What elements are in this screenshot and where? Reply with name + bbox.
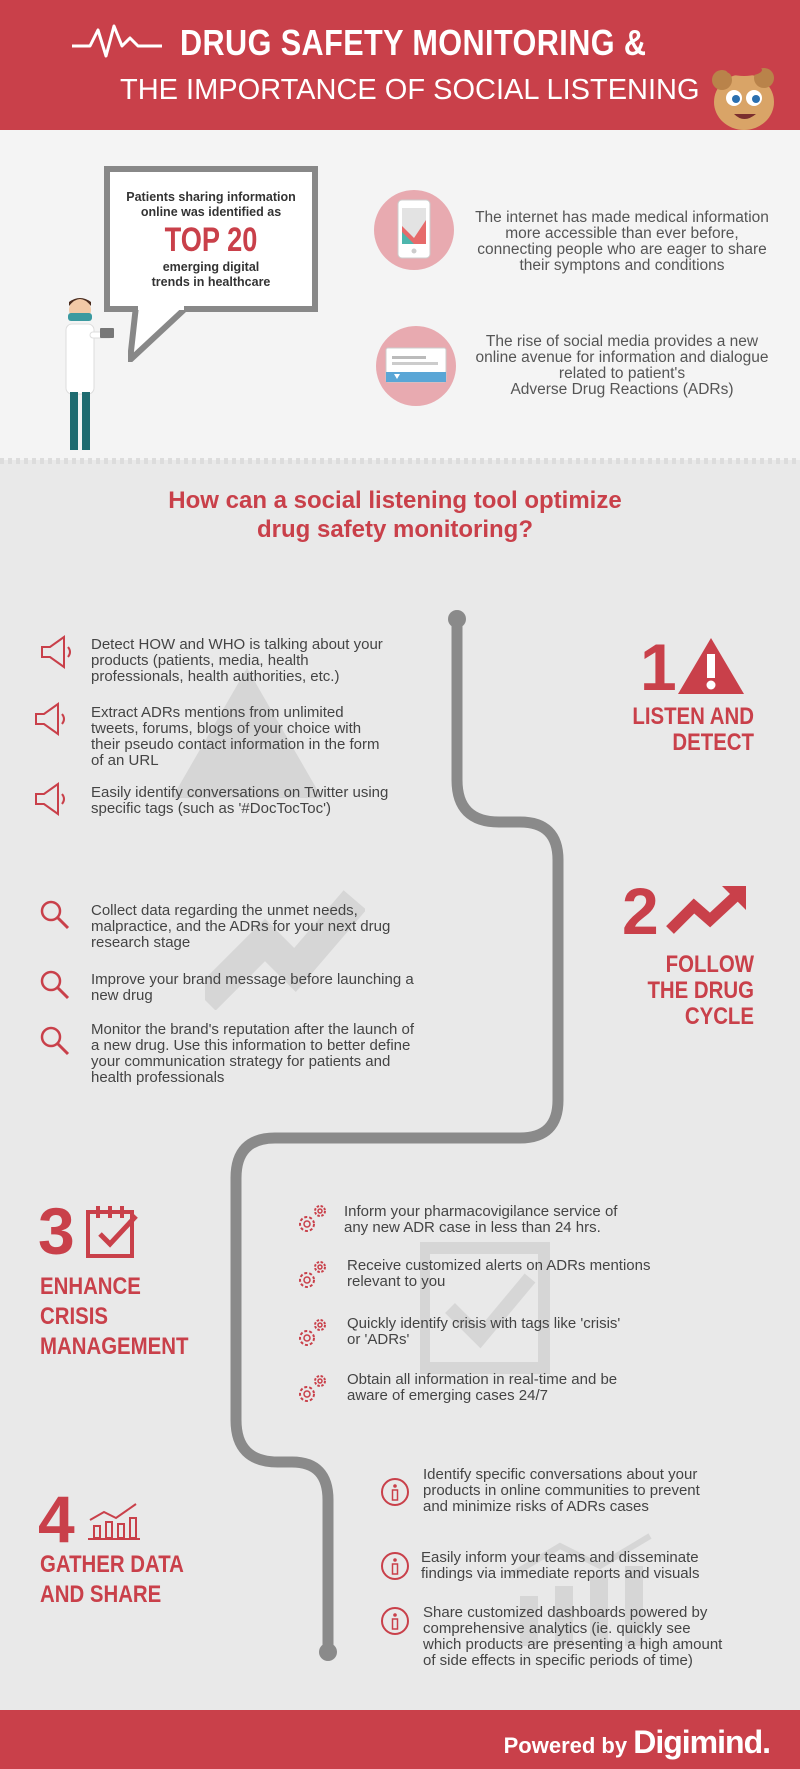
title-line-1: DRUG SAFETY MONITORING & [180, 22, 647, 63]
question-line-1: How can a social listening tool optimize [168, 487, 622, 514]
gears-icon [294, 1314, 332, 1352]
step-4-title-line: AND SHARE [40, 1581, 162, 1608]
section-divider [0, 458, 800, 464]
bullet-line: health professionals [91, 1069, 225, 1086]
bullet-line: a new drug. Use this information to better define [91, 1037, 411, 1054]
step-4-title-line: GATHER DATA [40, 1551, 184, 1578]
powered-by [504, 1724, 770, 1761]
step-3-bullet [344, 1204, 704, 1236]
info-icon [378, 1549, 412, 1583]
step-2-title-line: FOLLOW [665, 951, 754, 978]
bullet-line: professionals, health authorities, etc.) [91, 668, 340, 685]
fact-social-line: The rise of social media provides a new [485, 333, 759, 350]
step-1-title-line: LISTEN AND [632, 703, 754, 730]
bullet-line: Easily inform your teams and disseminate [421, 1549, 699, 1566]
step-2-title [589, 952, 754, 1030]
fact-internet-line: their symptons and conditions [519, 257, 725, 274]
search-icon [36, 966, 74, 1004]
fact-social-line: related to patient's [558, 365, 686, 382]
bullet-line: products in online communities to prevent [423, 1482, 700, 1499]
bullet-line: relevant to you [347, 1273, 446, 1290]
bullet-line: their pseudo contact information in the form [91, 736, 380, 753]
bullet-line: aware of emerging cases 24/7 [347, 1387, 548, 1404]
fact-internet-line: connecting people who are eager to share [477, 241, 767, 258]
gears-icon [294, 1256, 332, 1294]
bullet-line: which products are presenting a high amount [423, 1636, 723, 1653]
search-icon [36, 1022, 74, 1060]
bubble-line-2: online was identified as [140, 205, 282, 219]
megaphone-icon [38, 633, 76, 671]
bullet-line: and minimize risks of ADRs cases [423, 1498, 649, 1515]
bullet-line: of an URL [91, 752, 159, 769]
step-2-bullet [91, 1022, 451, 1086]
bullet-line: Share customized dashboards powered by [423, 1604, 708, 1621]
bullet-line: any new ADR case in less than 24 hrs. [344, 1219, 601, 1236]
bullet-line: Easily identify conversations on Twitter using [91, 784, 389, 801]
megaphone-icon [32, 780, 70, 818]
bullet-line: products (patients, media, health [91, 652, 309, 669]
digimind-logo[interactable]: Digimind. [633, 1724, 770, 1760]
bubble-line-3: emerging digital [162, 260, 260, 274]
powered-by-label: Powered by [503, 1733, 628, 1758]
faded-calendar-icon [420, 1228, 550, 1378]
trend-arrow-icon [666, 886, 748, 936]
bullet-line: specific tags (such as '#DocTocToc') [91, 800, 331, 817]
bullet-line: new drug [91, 987, 153, 1004]
megaphone-icon [32, 700, 70, 738]
gears-icon [294, 1200, 332, 1238]
social-post-icon [384, 346, 448, 386]
info-icon [378, 1475, 412, 1509]
bullet-line: research stage [91, 934, 191, 951]
bullet-line: comprehensive analytics (ie. quickly see [423, 1620, 691, 1637]
bullet-line: Identify specific conversations about your [423, 1466, 698, 1483]
bullet-line: Detect HOW and WHO is talking about your [91, 636, 383, 653]
bullet-line: Monitor the brand's reputation after the launch of [91, 1021, 415, 1038]
step-3-title [40, 1272, 210, 1362]
smartphone-icon [396, 198, 432, 260]
bubble-line-1: Patients sharing information [126, 190, 296, 204]
bullet-line: findings via immediate reports and visuals [421, 1565, 700, 1582]
fact-internet-line: more accessible than ever before, [505, 225, 739, 242]
speech-bubble [104, 166, 318, 312]
step-1-bullet [91, 785, 431, 817]
bubble-highlight: TOP 20 [164, 221, 258, 259]
search-icon [36, 896, 74, 934]
step-3-title-line: CRISIS [40, 1303, 109, 1330]
bullet-line: Extract ADRs mentions from unlimited [91, 704, 344, 721]
fact-internet-line: The internet has made medical information [475, 209, 769, 226]
mascot-icon [700, 60, 784, 130]
step-1-bullet [91, 637, 431, 685]
step-4-bullet [421, 1550, 781, 1582]
bubble-line-4: trends in healthcare [151, 275, 271, 289]
step-3-title-line: ENHANCE [40, 1273, 141, 1300]
bullet-line: of side effects in specific periods of time) [423, 1652, 693, 1669]
fact-social-line: Adverse Drug Reactions (ADRs) [510, 381, 734, 398]
bullet-line: or 'ADRs' [347, 1331, 410, 1348]
step-4-bullet [423, 1605, 783, 1669]
header-banner [0, 0, 800, 130]
calendar-check-icon [84, 1204, 140, 1260]
title-line-2: THE IMPORTANCE OF SOCIAL LISTENING [120, 74, 700, 106]
warning-icon [676, 636, 746, 696]
step-3-bullet [347, 1258, 707, 1290]
speech-bubble-tail [128, 306, 208, 362]
step-4-title [40, 1550, 227, 1610]
step-2-bullet [91, 972, 451, 1004]
doctor-illustration [60, 296, 130, 456]
bullet-line: Quickly identify crisis with tags like 'crisis' [347, 1315, 621, 1332]
fact-internet [462, 210, 782, 274]
step-3-title-line: MANAGEMENT [40, 1333, 189, 1360]
step-3-bullet [347, 1316, 707, 1348]
bullet-line: your communication strategy for patients and [91, 1053, 391, 1070]
info-icon [378, 1604, 412, 1638]
step-4-number: 4 [38, 1482, 75, 1556]
step-4-bullet [423, 1467, 783, 1515]
fact-social-media [462, 334, 782, 398]
step-1-number: 1 [640, 630, 677, 704]
step-2-title-line: THE DRUG [647, 977, 754, 1004]
bullet-line: malpractice, and the ADRs for your next drug [91, 918, 391, 935]
bullet-line: Inform your pharmacovigilance service of [344, 1203, 618, 1220]
question-line-2: drug safety monitoring? [257, 516, 533, 543]
step-3-number: 3 [38, 1194, 75, 1268]
step-2-bullet [91, 903, 451, 951]
bullet-line: Collect data regarding the unmet needs, [91, 902, 358, 919]
heartbeat-icon [72, 22, 162, 58]
step-1-bullet [91, 705, 431, 769]
bullet-line: tweets, forums, blogs of your choice with [91, 720, 362, 737]
step-2-number: 2 [622, 874, 659, 948]
bullet-line: Obtain all information in real-time and be [347, 1371, 618, 1388]
bar-chart-icon [86, 1500, 142, 1540]
fact-social-line: online avenue for information and dialogue [475, 349, 769, 366]
bullet-line: Improve your brand message before launching a [91, 971, 414, 988]
step-1-title-line: DETECT [672, 729, 754, 756]
gears-icon [294, 1370, 332, 1408]
step-3-bullet [347, 1372, 707, 1404]
section-question [0, 486, 790, 544]
step-1-title [589, 704, 754, 756]
bullet-line: Receive customized alerts on ADRs mentions [347, 1257, 651, 1274]
step-2-title-line: CYCLE [684, 1003, 754, 1030]
